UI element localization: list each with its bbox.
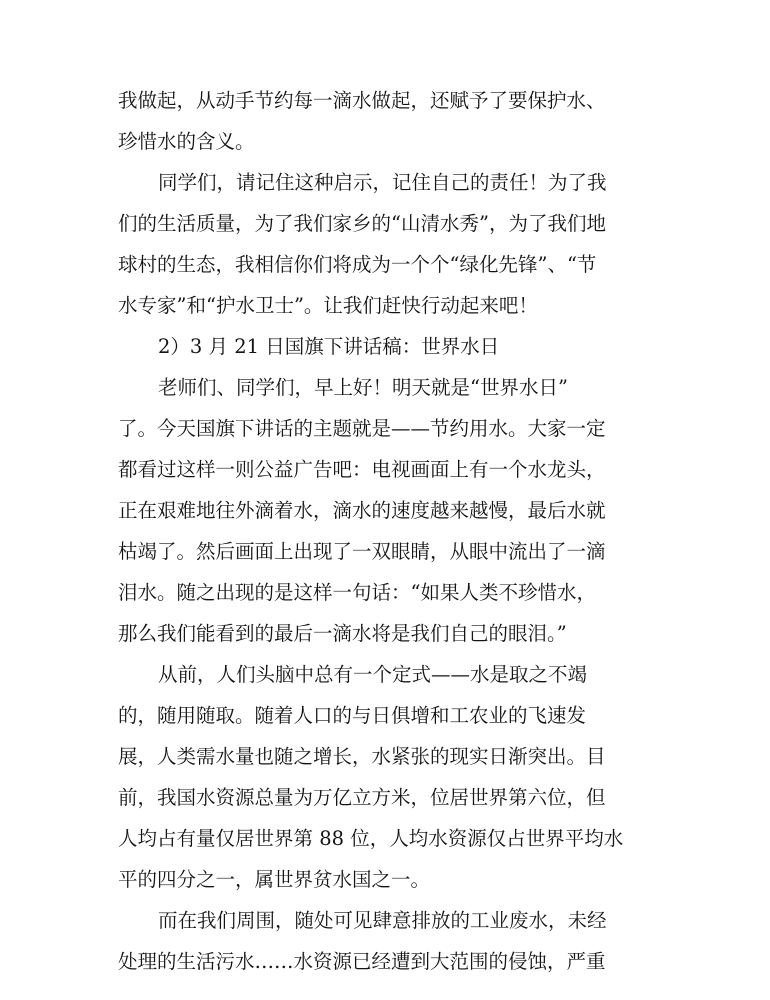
text-line-7: 2）3 月 21 日国旗下讲话稿：世界水日	[158, 335, 500, 358]
text-line-2: 珍惜水的含义。	[118, 130, 255, 153]
text-line-10: 都看过这样一则公益广告吧：电视画面上有一个水龙头，	[118, 458, 606, 481]
text-line-14: 那么我们能看到的最后一滴水将是我们自己的眼泪。”	[118, 622, 567, 645]
text-line-13: 泪水。随之出现的是这样一句话：“如果人类不珍惜水，	[118, 581, 596, 604]
text-line-19: 人均占有量仅居世界第 88 位，人均水资源仅占世界平均水	[118, 827, 624, 850]
text-line-1: 我做起，从动手节约每一滴水做起，还赋予了要保护水、	[118, 89, 606, 112]
text-line-9: 了。今天国旗下讲话的主题就是——节约用水。大家一定	[118, 417, 606, 440]
text-line-8: 老师们、同学们，早上好！明天就是“世界水日”	[158, 376, 568, 399]
text-line-22: 处理的生活污水……水资源已经遭到大范围的侵蚀，严重	[118, 950, 606, 973]
text-line-16: 的，随用随取。随着人口的与日俱增和工农业的飞速发	[118, 704, 587, 727]
text-line-17: 展，人类需水量也随之增长，水紧张的现实日渐突出。目	[118, 745, 606, 768]
text-line-4: 们的生活质量，为了我们家乡的“山清水秀”，为了我们地	[118, 212, 606, 235]
text-line-6: 水专家”和“护水卫士”。让我们赶快行动起来吧！	[118, 294, 538, 317]
text-line-15: 从前，人们头脑中总有一个定式——水是取之不竭	[158, 663, 588, 686]
text-line-20: 平的四分之一，属世界贫水国之一。	[118, 868, 431, 891]
text-line-21: 而在我们周围，随处可见肆意排放的工业废水，未经	[158, 909, 607, 932]
text-line-12: 枯竭了。然后画面上出现了一双眼睛，从眼中流出了一滴	[118, 540, 606, 563]
text-line-11: 正在艰难地往外滴着水，滴水的速度越来越慢，最后水就	[118, 499, 606, 522]
text-line-18: 前，我国水资源总量为万亿立方米，位居世界第六位，但	[118, 786, 606, 809]
text-line-3: 同学们，请记住这种启示，记住自己的责任！为了我	[158, 171, 607, 194]
text-line-5: 球村的生态，我相信你们将成为一个个“绿化先锋”、“节	[118, 253, 597, 276]
